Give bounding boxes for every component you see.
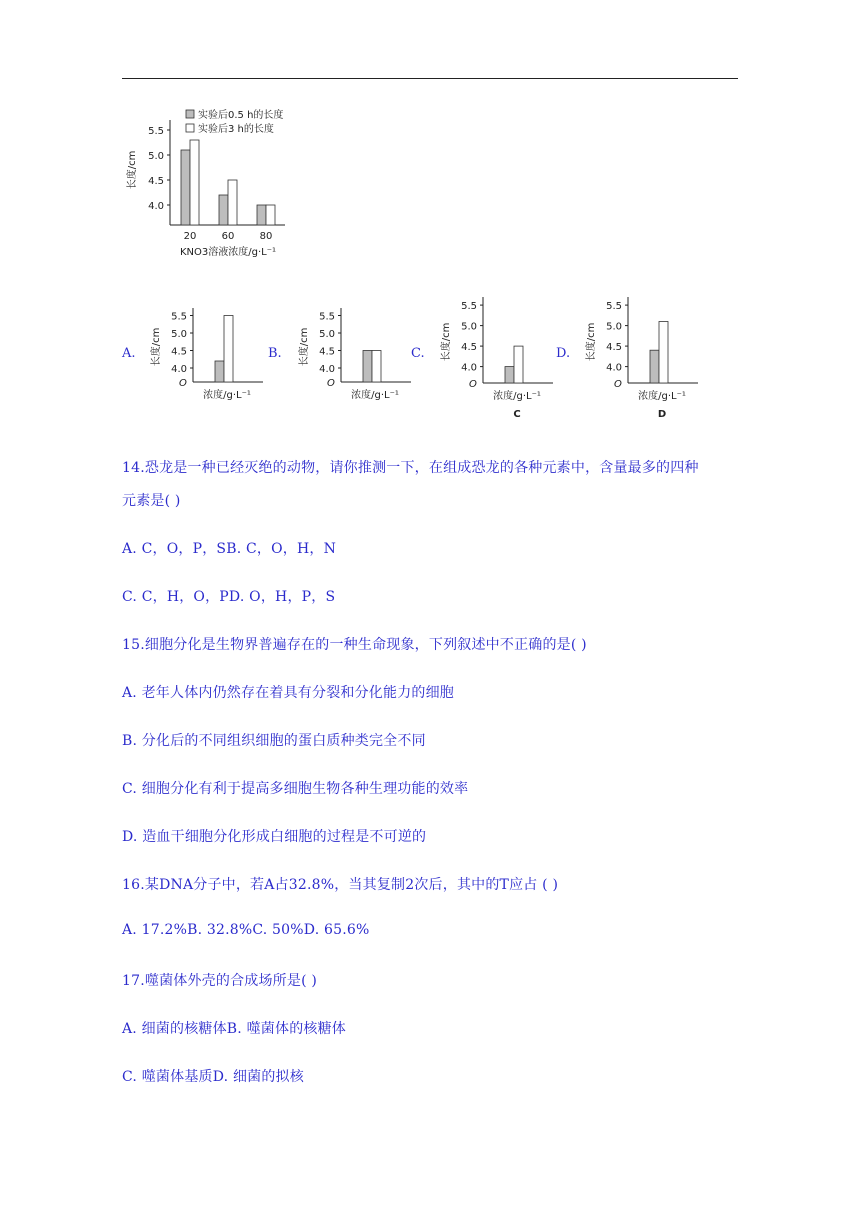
x-tick-label: 80: [259, 231, 273, 242]
y-tick-label: 4.5: [461, 342, 477, 354]
y-tick-label: 4.0: [319, 364, 335, 375]
y-tick-label: 4.0: [148, 201, 164, 212]
x-axis-label: 浓度/g·L⁻¹: [638, 391, 686, 402]
y-tick-label: 5.5: [171, 311, 187, 323]
bar: [505, 367, 514, 383]
y-tick-label: 4.0: [171, 364, 187, 375]
header-rule: [122, 78, 738, 79]
bar: [219, 195, 228, 225]
y-tick-label: 4.5: [319, 346, 335, 358]
option-a-label: A.: [122, 346, 136, 361]
y-tick-label: 4.5: [171, 346, 187, 358]
bar: [228, 180, 237, 225]
bar: [215, 361, 224, 382]
y-axis-label: 长度/cm: [151, 327, 162, 367]
y-tick-label: 5.5: [148, 126, 164, 137]
chart-axes: [125, 120, 285, 258]
bar: [650, 350, 659, 383]
y-tick-label: 5.0: [606, 321, 622, 333]
option-d-chart: [580, 287, 705, 427]
q14-stem-line1: 14.恐龙是一种已经灭绝的动物，请你推测一下，在组成恐龙的各种元素中，含量最多的四种: [122, 460, 699, 476]
y-axis-label: 长度/cm: [441, 322, 452, 362]
y-tick-label: 5.0: [148, 151, 164, 162]
chart-caption: C: [513, 409, 521, 420]
x-axis-label: 浓度/g·L⁻¹: [203, 390, 251, 401]
y-axis-label: 长度/cm: [127, 150, 138, 190]
bar: [181, 150, 190, 225]
y-tick-label: 5.5: [461, 301, 477, 313]
bar: [372, 351, 381, 383]
main-chart: [120, 100, 320, 265]
origin-label: O: [469, 379, 477, 390]
origin-label: O: [327, 378, 335, 389]
origin-label: O: [614, 379, 622, 390]
bar: [224, 316, 233, 383]
x-axis-label: 浓度/g·L⁻¹: [351, 390, 399, 401]
y-axis-label: 长度/cm: [299, 327, 310, 367]
q15-option-a: A. 老年人体内仍然存在着具有分裂和分化能力的细胞: [122, 685, 455, 701]
y-tick-label: 4.5: [606, 342, 622, 354]
legend-label: 实验后3 h的长度: [198, 124, 274, 135]
y-tick-label: 4.5: [148, 176, 164, 187]
x-tick-label: 20: [183, 231, 197, 242]
q14-options-ab: A. C，O，P，SB. C，O，H，N: [122, 541, 337, 557]
legend-swatch: [186, 124, 194, 132]
x-tick-label: 60: [221, 231, 235, 242]
x-axis-label: KNO3溶液浓度/g·L⁻¹: [179, 247, 277, 258]
y-tick-label: 5.0: [461, 321, 477, 333]
q15-option-c: C. 细胞分化有利于提高多细胞生物各种生理功能的效率: [122, 781, 469, 797]
bar: [363, 351, 372, 383]
y-tick-label: 5.5: [606, 301, 622, 313]
option-b-chart: [293, 300, 418, 412]
q15-option-b: B. 分化后的不同组织细胞的蛋白质种类完全不同: [122, 733, 426, 749]
bar: [190, 140, 199, 225]
x-axis-label: 浓度/g·L⁻¹: [493, 391, 541, 402]
bar: [257, 205, 266, 225]
q15-option-d: D. 造血干细胞分化形成白细胞的过程是不可逆的: [122, 829, 427, 845]
option-c-label: C.: [411, 346, 425, 361]
option-c-chart: [435, 287, 560, 427]
y-tick-label: 5.0: [319, 329, 335, 340]
q15-stem: 15.细胞分化是生物界普遍存在的一种生命现象，下列叙述中不正确的是( ): [122, 637, 587, 653]
y-tick-label: 4.0: [461, 362, 477, 374]
y-axis-label: 长度/cm: [586, 322, 597, 362]
q16-stem: 16.某DNA分子中，若A占32.8%，当其复制2次后，其中的T应占 ( ): [122, 877, 559, 893]
q17-stem: 17.噬菌体外壳的合成场所是( ): [122, 973, 318, 989]
y-tick-label: 5.5: [319, 311, 335, 323]
option-a-chart: [145, 300, 270, 412]
chart-bars: [181, 140, 275, 225]
q14-options-cd: C. C，H，O，PD. O，H，P，S: [122, 589, 336, 605]
q16-options: A. 17.2%B. 32.8%C. 50%D. 65.6%: [122, 922, 370, 938]
bar: [266, 205, 275, 225]
chart-caption: D: [657, 409, 667, 420]
q14-stem-line2: 元素是( ): [122, 493, 181, 509]
option-d-label: D.: [556, 346, 571, 361]
y-tick-label: 5.0: [171, 329, 187, 340]
q17-options-cd: C. 噬菌体基质D. 细菌的拟核: [122, 1069, 304, 1085]
option-b-label: B.: [268, 346, 282, 361]
y-tick-label: 4.0: [606, 362, 622, 374]
chart-legend: [186, 108, 283, 135]
legend-label: 实验后0.5 h的长度: [198, 110, 284, 121]
legend-swatch: [186, 110, 194, 118]
bar: [659, 322, 668, 384]
origin-label: O: [179, 378, 187, 389]
q17-options-ab: A. 细菌的核糖体B. 噬菌体的核糖体: [122, 1021, 346, 1037]
bar: [514, 346, 523, 383]
